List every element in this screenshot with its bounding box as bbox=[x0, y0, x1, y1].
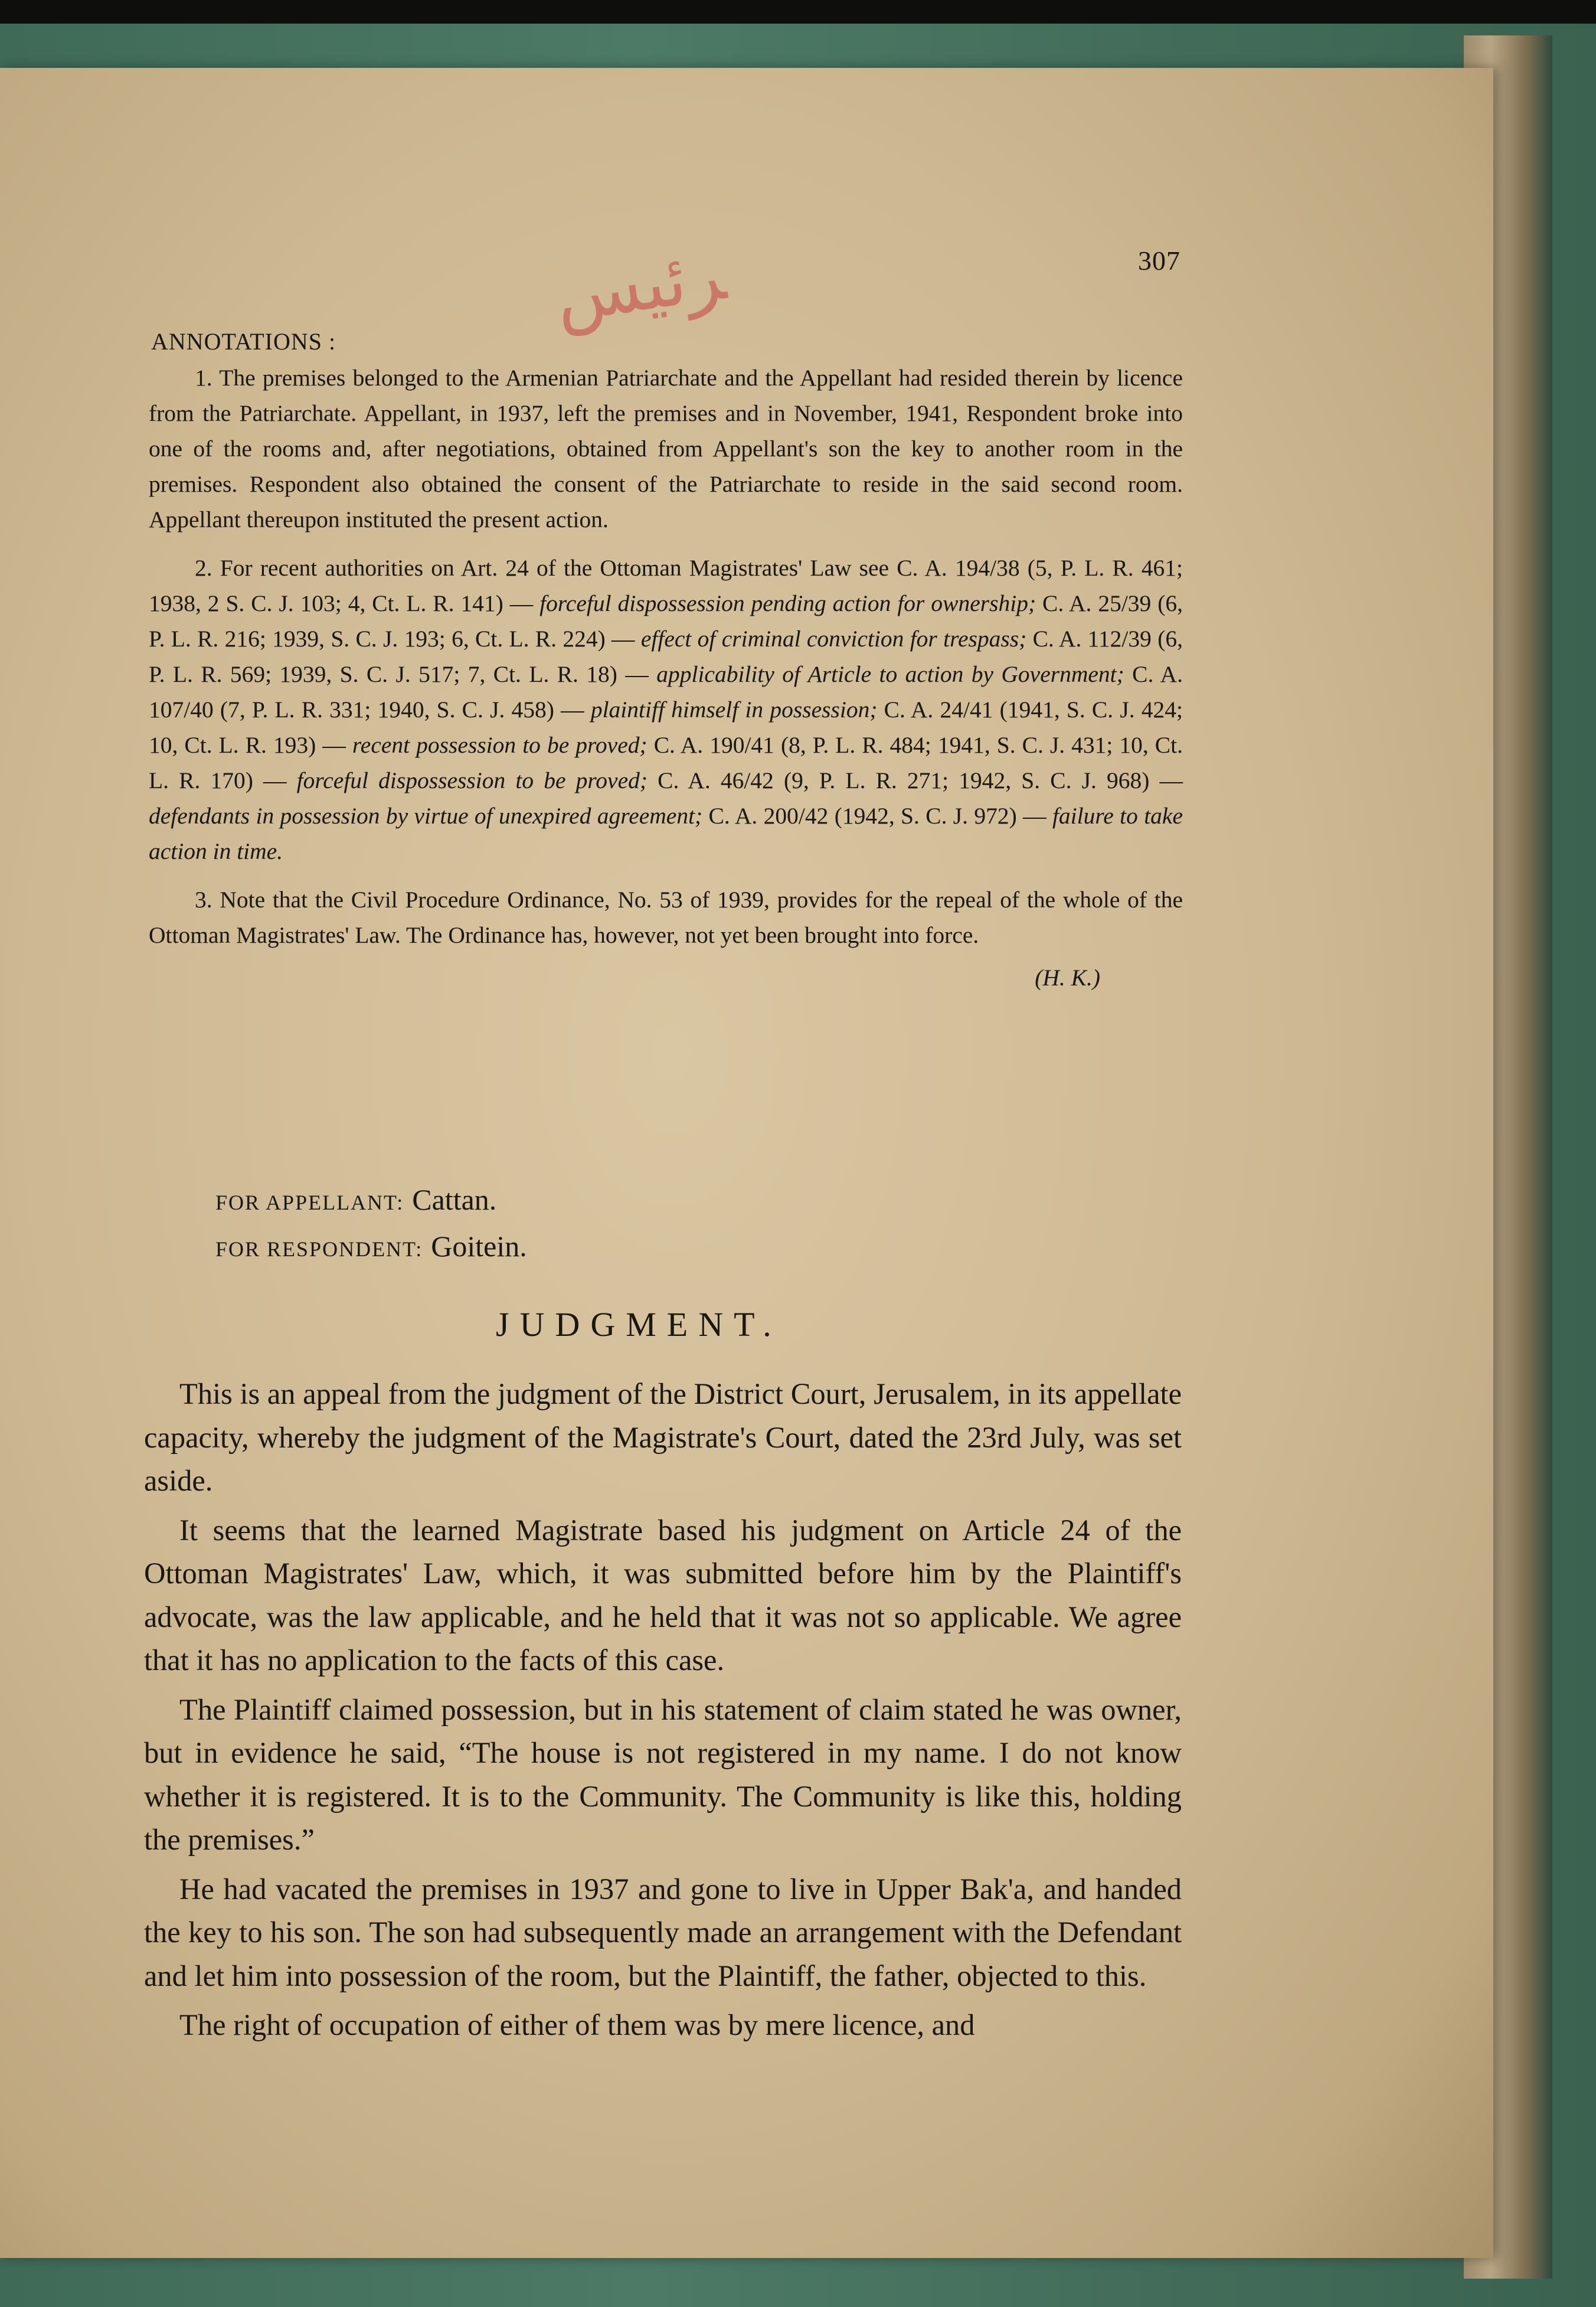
annotations-section bbox=[149, 360, 1183, 995]
judgment-paragraph: The right of occupation of either of them was by mere licence, and bbox=[179, 2008, 975, 2041]
respondent-name: Goitein. bbox=[431, 1230, 527, 1263]
citation-holding: defendants in possession by virtue of unexpired agreement; bbox=[149, 803, 703, 829]
judgment-paragraph: He had vacated the premises in 1937 and gone to live in Upper Bak'a, and handed the key to his son. The son had subsequently made an arrangement with the Defendant and let him into possession of the room, but the Plaintiff, the father, objected to this. bbox=[144, 1872, 1182, 1992]
annotation-signature: (H. K.) bbox=[1035, 965, 1100, 991]
book-page bbox=[0, 68, 1493, 2258]
judgment-paragraph: The Plaintiff claimed possession, but in his statement of claim stated he was owner, but in evidence he said, “The house is not registered in my name. I do not know whether it is registered. It is to the Community. The Community is like this, holding the premises.” bbox=[144, 1692, 1182, 1856]
citation-holding: recent possession to be proved; bbox=[352, 732, 647, 758]
citation-reference: 2. For recent authorities on Art. 24 of the Ottoman Magistrates' Law see C. A. 194/38 (5, P. L. R. 461; 1938, 2 S. C. J. 103; 4, Ct. L. R. 141) — bbox=[149, 555, 1183, 616]
citation-reference: C. A. 190/41 (8, P. L. R. 484; 1941, S. C. J. 431; 10, Ct. L. R. 170) — bbox=[149, 732, 1183, 793]
annotation-note-1: 1. The premises belonged to the Armenian Patriarchate and the Appellant had resided therein by licence from the Patriarchate. Appellant, in 1937, left the premises and in November, 1941, Respondent broke into one of the rooms and, after negotiations, obtained from Appellant's son the key to another room in the premises. Respondent also obtained the consent of the Patriarchate to reside in the said second room. Appellant thereupon instituted the present action. bbox=[149, 365, 1183, 532]
citation-holding: forceful dispossession pending action for ownership; bbox=[539, 590, 1036, 616]
citation-holding: forceful dispossession to be proved; bbox=[296, 767, 648, 793]
judgment-paragraph: It seems that the learned Magistrate based his judgment on Article 24 of the Ottoman Magistrates' Law, which, it was submitted before him by the Plaintiff's advocate, was the law applicable, and he held that it was not so applicable. We agree that it has no application to the facts of this case. bbox=[144, 1513, 1182, 1677]
page-number: 307 bbox=[1138, 246, 1180, 276]
citation-holding: failure to take action in time. bbox=[149, 803, 1183, 864]
judgment-paragraph: This is an appeal from the judgment of the District Court, Jerusalem, in its appellate capacity, whereby the judgment of the Magistrate's Court, dated the 23rd July, was set aside. bbox=[144, 1377, 1182, 1497]
citation-reference: C. A. 24/41 (1941, S. C. J. 424; 10, Ct. L. R. 193) — bbox=[149, 697, 1183, 758]
citation-reference: C. A. 107/40 (7, P. L. R. 331; 1940, S. C. J. 458) — bbox=[149, 661, 1183, 723]
citation-reference: C. A. 200/42 (1942, S. C. J. 972) — bbox=[702, 803, 1052, 829]
citation-reference: C. A. 46/42 (9, P. L. R. 271; 1942, S. C. J. 968) — bbox=[647, 767, 1183, 793]
judgment-title: JUDGMENT. bbox=[496, 1305, 782, 1344]
annotation-note-3: 3. Note that the Civil Procedure Ordinance, No. 53 of 1939, provides for the repeal of the whole of the Ottoman Magistrates' Law. The Ordinance has, however, not yet been brought into force. bbox=[149, 887, 1183, 948]
citation-holding: plaintiff himself in possession; bbox=[590, 697, 878, 723]
citation-reference: C. A. 112/39 (6, P. L. R. 569; 1939, S. C. J. 517; 7, Ct. L. R. 18) — bbox=[149, 626, 1183, 687]
annotations-heading: ANNOTATIONS : bbox=[151, 328, 336, 355]
appellant-label: FOR APPELLANT: bbox=[215, 1191, 404, 1214]
counsel-appellant bbox=[215, 1178, 527, 1224]
annotation-note-2 bbox=[149, 550, 1183, 869]
citation-holding: applicability of Article to action by Government; bbox=[656, 661, 1124, 687]
citation-holding: effect of criminal conviction for trespass; bbox=[640, 626, 1027, 652]
counsel-respondent bbox=[215, 1224, 527, 1271]
respondent-label: FOR RESPONDENT: bbox=[215, 1237, 423, 1261]
judgment-body bbox=[144, 1373, 1182, 2053]
appellant-name: Cattan. bbox=[412, 1183, 497, 1216]
handwritten-stamp-mark: ﺮﺋﻴﺲ bbox=[550, 233, 731, 339]
counsel-block bbox=[215, 1178, 527, 1271]
citation-reference: C. A. 25/39 (6, P. L. R. 216; 1939, S. C. J. 193; 6, Ct. L. R. 224) — bbox=[149, 590, 1183, 652]
